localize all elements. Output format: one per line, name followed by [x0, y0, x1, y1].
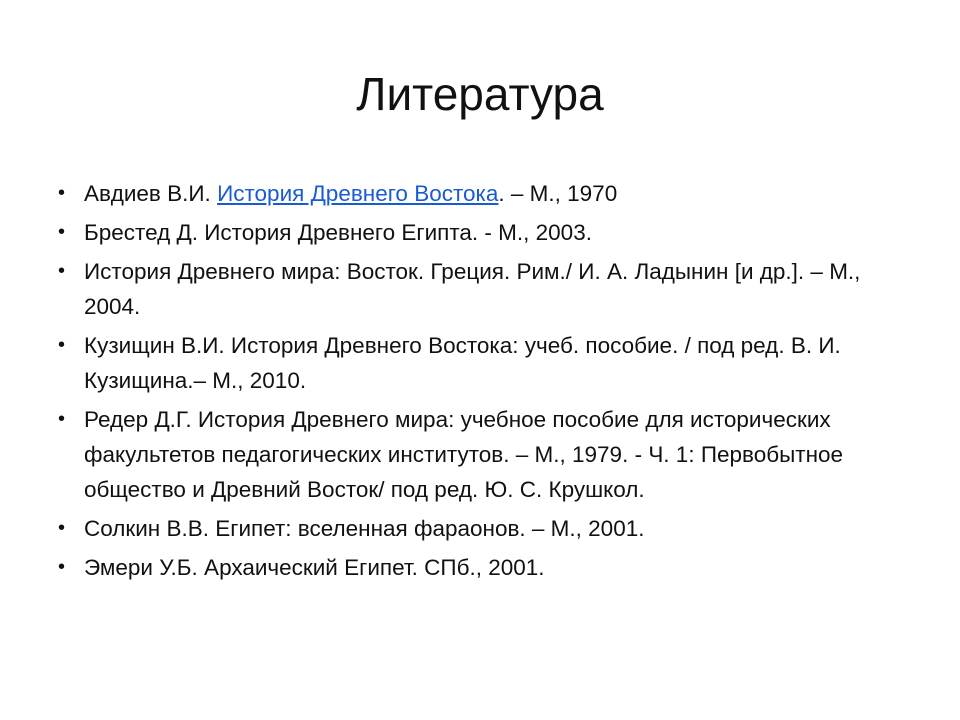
bullet-icon: •	[58, 260, 66, 282]
item-text-before: Авдиев В.И.	[84, 181, 218, 206]
bibliography-list	[58, 176, 908, 589]
bullet-icon: •	[58, 556, 66, 578]
item-text: Солкин В.В. Египет: вселенная фараонов. – М., 2001.	[84, 516, 645, 541]
bullet-icon: •	[58, 334, 66, 356]
book-link[interactable]: История Древнего Востока	[217, 181, 499, 206]
list-item	[58, 550, 908, 585]
slide-title: Литература	[356, 68, 604, 120]
item-text: История Древнего мира: Восток. Греция. Рим./ И. А. Ладынин [и др.]. – М., 2004.	[84, 259, 861, 319]
list-item	[58, 176, 908, 211]
list-item	[58, 402, 908, 507]
item-text: Брестед Д. История Древнего Египта. - М., 2003.	[84, 220, 592, 245]
item-text: Редер Д.Г. История Древнего мира: учебное пособие для исторических факультетов педагогических институтов. – М., 1979. - Ч. 1: Первобытное общество и Древний Восток/ под ред. Ю. С. Крушкол.	[84, 407, 844, 502]
list-item	[58, 215, 908, 250]
list-item	[58, 328, 908, 398]
bullet-icon: •	[58, 517, 66, 539]
item-text: Эмери У.Б. Архаический Египет. СПб., 2001.	[84, 555, 545, 580]
item-text-after: . – М., 1970	[498, 181, 618, 206]
bullet-icon: •	[58, 408, 66, 430]
list-item	[58, 254, 908, 324]
bullet-icon: •	[58, 221, 66, 243]
bullet-icon: •	[58, 182, 66, 204]
list-item	[58, 511, 908, 546]
item-text: Кузищин В.И. История Древнего Востока: учеб. пособие. / под ред. В. И. Кузищина.– М., 2010.	[84, 333, 841, 393]
